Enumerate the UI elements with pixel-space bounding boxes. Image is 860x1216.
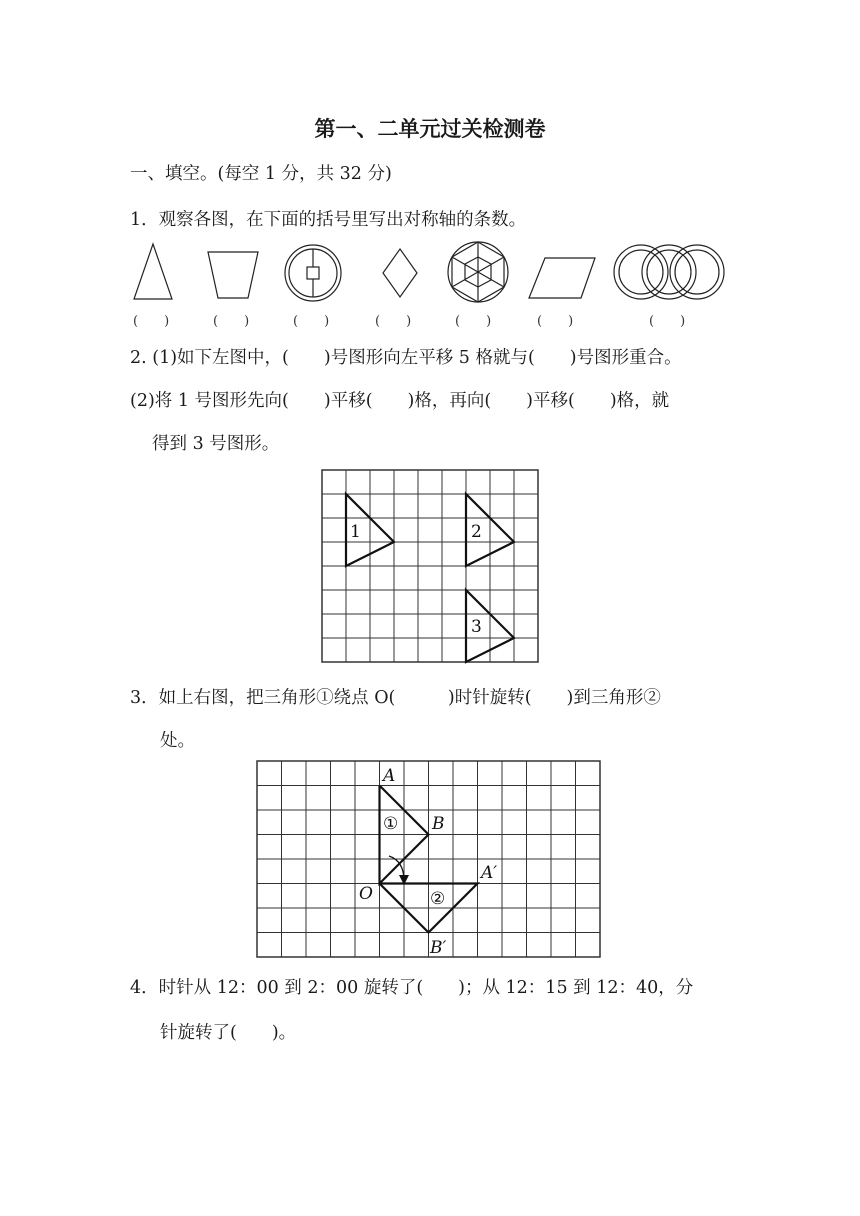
point-a-label: A (383, 766, 396, 786)
point-a-prime-label: A′ (481, 863, 498, 883)
q1-shapes (0, 236, 860, 316)
rhombus-icon (383, 249, 417, 297)
triangle-2-mark: ② (430, 889, 446, 909)
section-heading: 一、填空。(每空 1 分，共 32 分) (130, 164, 392, 184)
question-2-line-3: 得到 3 号图形。 (152, 434, 280, 454)
triangle-label-2: 2 (471, 522, 482, 542)
answer-blank: ( ) (649, 314, 686, 329)
question-3-line-1: 3．如上右图，把三角形①绕点 O( )时针旋转( )到三角形② (130, 688, 661, 708)
page-title: 第一、二单元过关检测卷 (314, 117, 546, 141)
answer-blank: ( ) (375, 314, 412, 329)
question-4-line-1: 4．时针从 12：00 到 2：00 旋转了( )；从 12：15 到 12：40，分 (130, 978, 694, 998)
question-2-line-1: 2. (1)如下左图中，( )号图形向左平移 5 格就与( )号图形重合。 (130, 348, 682, 368)
question-4-line-2: 针旋转了( )。 (160, 1023, 297, 1043)
question-1-text: 1．观察各图，在下面的括号里写出对称轴的条数。 (130, 210, 527, 230)
point-b-prime-label: B′ (430, 938, 447, 958)
answer-blank: ( ) (213, 314, 250, 329)
question-3-line-2: 处。 (160, 731, 195, 751)
triangle-1-mark: ① (383, 814, 399, 834)
triangle-label-1: 1 (350, 522, 361, 542)
answer-blank: ( ) (455, 314, 492, 329)
question-2-line-2: (2)将 1 号图形先向( )平移( )格，再向( )平移( )格，就 (130, 391, 670, 411)
triangle-icon (134, 244, 172, 299)
point-o-label: O (359, 884, 373, 904)
triangle-label-3: 3 (471, 617, 482, 637)
point-b-label: B (432, 814, 445, 834)
answer-blank: ( ) (293, 314, 330, 329)
rings-icon (614, 245, 724, 299)
snowflake-icon (448, 242, 508, 302)
answer-blank: ( ) (537, 314, 574, 329)
rotation-grid (257, 761, 602, 957)
answer-blank: ( ) (133, 314, 170, 329)
trapezoid-icon (208, 252, 258, 298)
parallelogram-icon (529, 258, 595, 298)
translation-grid (322, 470, 538, 662)
coin-icon (285, 245, 341, 301)
